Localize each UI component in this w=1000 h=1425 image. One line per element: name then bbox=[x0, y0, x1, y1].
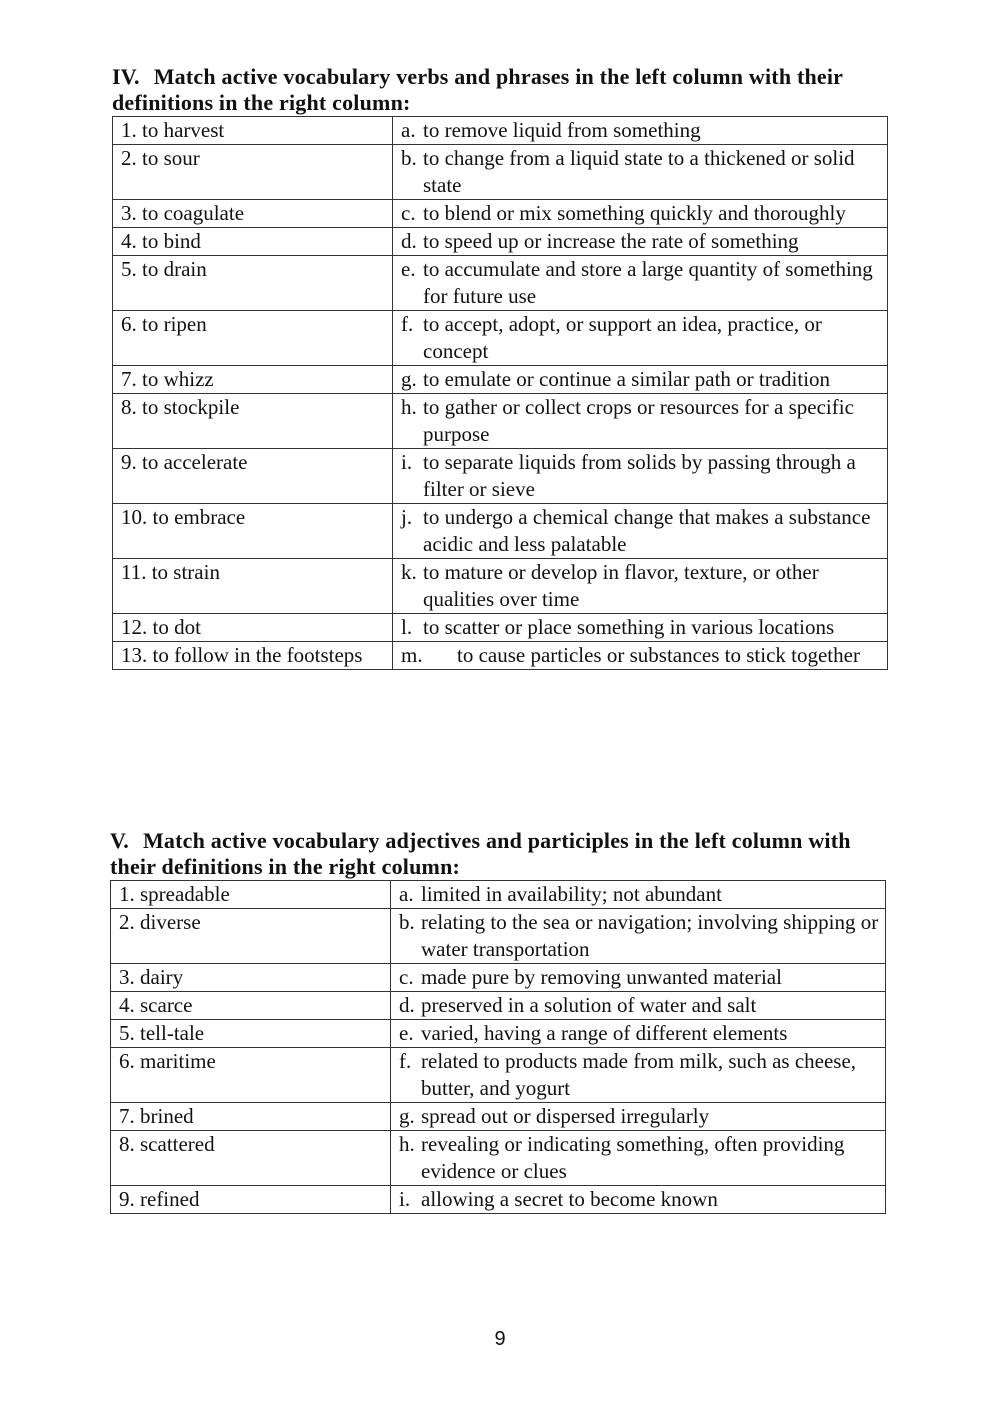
term-cell: 5. to drain bbox=[113, 256, 393, 311]
definition-cell bbox=[391, 909, 886, 964]
term-cell: 1. to harvest bbox=[113, 117, 393, 145]
definition-cell bbox=[393, 145, 888, 200]
table-row bbox=[111, 881, 886, 909]
term-cell: 7. to whizz bbox=[113, 366, 393, 394]
exercise-v-number: V. bbox=[110, 828, 129, 853]
definition-cell bbox=[391, 992, 886, 1020]
definition-letter: i. bbox=[401, 450, 413, 474]
term-cell: 3. to coagulate bbox=[113, 200, 393, 228]
table-row bbox=[113, 145, 888, 200]
definition-cell bbox=[393, 311, 888, 366]
definition-text: to accept, adopt, or support an idea, practice, or concept bbox=[423, 312, 822, 363]
exercise-iv-instructions: Match active vocabulary verbs and phrases in the left column with their definitions in the right column: bbox=[112, 64, 843, 115]
definition-text: to emulate or continue a similar path or tradition bbox=[423, 367, 831, 391]
table-row bbox=[111, 964, 886, 992]
definition-letter: b. bbox=[401, 146, 417, 170]
definition-cell bbox=[391, 1103, 886, 1131]
definition-text: limited in availability; not abundant bbox=[421, 882, 722, 906]
definition-text: revealing or indicating something, often providing evidence or clues bbox=[421, 1132, 845, 1183]
definition-text: spread out or dispersed irregularly bbox=[421, 1104, 710, 1128]
term-cell: 8. to stockpile bbox=[113, 394, 393, 449]
definition-cell bbox=[393, 117, 888, 145]
definition-text: to mature or develop in flavor, texture, or other qualities over time bbox=[423, 560, 819, 611]
table-row bbox=[113, 311, 888, 366]
definition-text: to accumulate and store a large quantity of something for future use bbox=[423, 257, 873, 308]
definition-letter: d. bbox=[401, 229, 417, 253]
definition-text: to cause particles or substances to stick together bbox=[457, 643, 860, 667]
table-row bbox=[111, 909, 886, 964]
term-cell: 13. to follow in the footsteps bbox=[113, 642, 393, 670]
definition-text: to gather or collect crops or resources for a specific purpose bbox=[423, 395, 854, 446]
definition-text: related to products made from milk, such as cheese, butter, and yogurt bbox=[421, 1049, 857, 1100]
definition-letter: g. bbox=[401, 367, 417, 391]
definition-cell bbox=[393, 504, 888, 559]
definition-letter: h. bbox=[401, 395, 417, 419]
table-row bbox=[111, 1020, 886, 1048]
definition-letter: h. bbox=[399, 1132, 415, 1156]
term-cell: 9. refined bbox=[111, 1186, 391, 1214]
table-row bbox=[113, 394, 888, 449]
table-row bbox=[113, 366, 888, 394]
term-cell: 8. scattered bbox=[111, 1131, 391, 1186]
term-cell: 6. maritime bbox=[111, 1048, 391, 1103]
definition-cell bbox=[391, 964, 886, 992]
definition-text: relating to the sea or navigation; involving shipping or water transportation bbox=[421, 910, 879, 961]
term-cell: 6. to ripen bbox=[113, 311, 393, 366]
term-cell: 4. scarce bbox=[111, 992, 391, 1020]
term-cell: 4. to bind bbox=[113, 228, 393, 256]
definition-letter: c. bbox=[399, 965, 414, 989]
term-cell: 10. to embrace bbox=[113, 504, 393, 559]
exercise-iv-heading bbox=[112, 64, 888, 116]
table-row bbox=[113, 228, 888, 256]
definition-text: preserved in a solution of water and salt bbox=[421, 993, 757, 1017]
table-row bbox=[111, 1186, 886, 1214]
definition-letter: i. bbox=[399, 1187, 411, 1211]
definition-letter: c. bbox=[401, 201, 416, 225]
definition-cell bbox=[393, 559, 888, 614]
table-row bbox=[111, 992, 886, 1020]
definition-cell bbox=[393, 449, 888, 504]
definition-letter: l. bbox=[401, 615, 413, 639]
definition-cell bbox=[393, 366, 888, 394]
definition-letter: f. bbox=[399, 1049, 412, 1073]
definition-cell bbox=[393, 614, 888, 642]
term-cell: 7. brined bbox=[111, 1103, 391, 1131]
term-cell: 11. to strain bbox=[113, 559, 393, 614]
definition-text: to blend or mix something quickly and thoroughly bbox=[423, 201, 846, 225]
definition-text: allowing a secret to become known bbox=[421, 1187, 718, 1211]
definition-text: to scatter or place something in various locations bbox=[423, 615, 835, 639]
definition-cell bbox=[393, 642, 888, 670]
definition-cell bbox=[391, 881, 886, 909]
definition-text: to undergo a chemical change that makes a substance acidic and less palatable bbox=[423, 505, 871, 556]
definition-cell bbox=[391, 1131, 886, 1186]
exercise-v-instructions: Match active vocabulary adjectives and participles in the left column with their definitions in the right column: bbox=[110, 828, 851, 879]
definition-letter: f. bbox=[401, 312, 414, 336]
definition-letter: a. bbox=[399, 882, 414, 906]
definition-cell bbox=[391, 1020, 886, 1048]
definition-letter: m. bbox=[401, 643, 423, 667]
definition-letter: g. bbox=[399, 1104, 415, 1128]
page-number: 9 bbox=[494, 1328, 506, 1350]
term-cell: 12. to dot bbox=[113, 614, 393, 642]
term-cell: 2. to sour bbox=[113, 145, 393, 200]
definition-cell bbox=[393, 228, 888, 256]
term-cell: 5. tell-tale bbox=[111, 1020, 391, 1048]
table-row bbox=[111, 1131, 886, 1186]
table-row bbox=[113, 117, 888, 145]
table-row bbox=[113, 642, 888, 670]
exercise-iv-number: IV. bbox=[112, 64, 140, 89]
definition-text: to remove liquid from something bbox=[423, 118, 701, 142]
table-row bbox=[113, 256, 888, 311]
definition-cell bbox=[393, 394, 888, 449]
table-row bbox=[113, 559, 888, 614]
exercise-v-heading bbox=[110, 828, 886, 880]
definition-cell bbox=[391, 1048, 886, 1103]
exercise-v bbox=[110, 828, 886, 1214]
definition-letter: j. bbox=[401, 505, 413, 529]
definition-text: varied, having a range of different elements bbox=[421, 1021, 788, 1045]
table-row bbox=[113, 614, 888, 642]
definition-cell bbox=[393, 200, 888, 228]
definition-letter: d. bbox=[399, 993, 415, 1017]
definition-letter: a. bbox=[401, 118, 416, 142]
definition-text: to speed up or increase the rate of something bbox=[423, 229, 799, 253]
definition-text: to change from a liquid state to a thickened or solid state bbox=[423, 146, 855, 197]
exercise-v-table bbox=[110, 880, 886, 1214]
definition-text: made pure by removing unwanted material bbox=[421, 965, 782, 989]
table-row bbox=[113, 504, 888, 559]
table-row bbox=[111, 1103, 886, 1131]
term-cell: 1. spreadable bbox=[111, 881, 391, 909]
definition-letter: e. bbox=[401, 257, 416, 281]
definition-cell bbox=[391, 1186, 886, 1214]
table-row bbox=[113, 449, 888, 504]
table-row bbox=[113, 200, 888, 228]
exercise-iv-table bbox=[112, 116, 888, 670]
definition-letter: e. bbox=[399, 1021, 414, 1045]
term-cell: 9. to accelerate bbox=[113, 449, 393, 504]
definition-cell bbox=[393, 256, 888, 311]
definition-letter: k. bbox=[401, 560, 417, 584]
term-cell: 3. dairy bbox=[111, 964, 391, 992]
table-row bbox=[111, 1048, 886, 1103]
term-cell: 2. diverse bbox=[111, 909, 391, 964]
definition-text: to separate liquids from solids by passing through a filter or sieve bbox=[423, 450, 856, 501]
definition-letter: b. bbox=[399, 910, 415, 934]
exercise-iv bbox=[112, 64, 888, 670]
